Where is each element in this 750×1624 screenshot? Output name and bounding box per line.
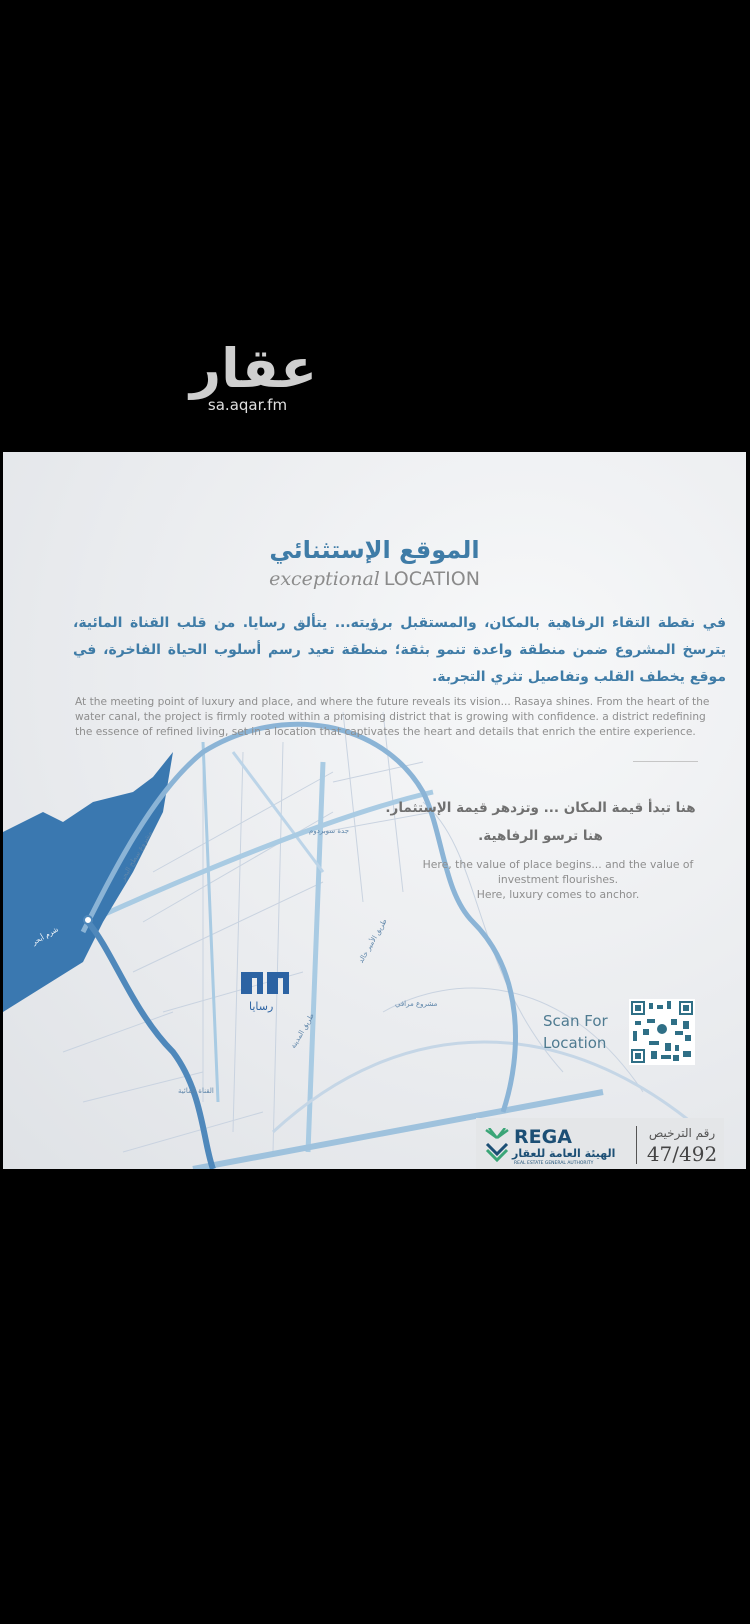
license-label: رقم الترخيص	[648, 1126, 716, 1140]
street-grid	[63, 712, 643, 1152]
tagline-ar-1: هنا تبدأ قيمة المكان ... وتزدهر قيمة الإستثمار.	[385, 800, 696, 816]
title-script: exceptional	[269, 568, 380, 590]
map-label-marafi: مشروع مرافي	[395, 1000, 438, 1008]
description-arabic: في نقطة التقاء الرفاهية بالمكان، والمستقبل برؤيته... يتألق رسايا. من قلب القناة المائية، يترسخ المشروع ضمن منطقة واعدة تنمو بثقة؛ منطقة تعيد رسم أسلوب الحياة الفاخرة، في موقع يخطف القلب وتفاصيل تثري التجربة.	[73, 615, 726, 685]
ad-image	[3, 452, 746, 1169]
qr-code[interactable]	[629, 999, 695, 1065]
rega-logo-icon	[484, 1128, 510, 1162]
watermark	[190, 337, 318, 414]
sea	[3, 752, 173, 1012]
map-label-superdome: جدة سوبردوم	[309, 827, 350, 835]
rega-wordmark: REGA	[514, 1126, 572, 1148]
map-label-canal: القناة المائية	[178, 1087, 214, 1095]
divider	[633, 761, 698, 762]
map-label-sharm: شرم أبحر	[30, 925, 60, 947]
scan-line-1: Scan For	[543, 1012, 608, 1030]
title-english	[3, 568, 746, 590]
rega-name-arabic: الهيئة العامة للعقار	[512, 1147, 616, 1160]
project-logo-text: رسايا	[249, 1000, 274, 1013]
tagline-en-2: Here, luxury comes to anchor.	[476, 888, 640, 901]
scan-line-2: Location	[543, 1034, 607, 1052]
license-number: 47/492	[646, 1142, 718, 1166]
title-location: LOCATION	[383, 568, 480, 590]
watermark-logo: عقار	[190, 337, 318, 400]
watermark-url: sa.aqar.fm	[207, 396, 288, 414]
map-label-prince-road: طريق الأمير خالد	[356, 917, 389, 965]
qr-code-icon	[631, 1001, 693, 1063]
rega-name-english: REAL ESTATE GENERAL AUTHORITY	[514, 1161, 594, 1166]
map-label-madinah-road: طريق المدينة	[289, 1012, 316, 1050]
tagline-arabic	[383, 794, 698, 850]
title-arabic: الموقع الإستثنائي	[269, 536, 480, 564]
description-english: At the meeting point of luxury and place, and where the future reveals its vision... Rasaya shines. From the heart of the water canal, the project is firmly rooted within a promising district that is growing with confidence. a district redefining the essence of refined living, set in a location that captivates the heart and details that enrich the entire experience.	[75, 696, 710, 738]
map-label-project-road: مشروع سطح البحر	[118, 829, 154, 883]
rega-separator	[636, 1126, 637, 1164]
rega-license-badge	[476, 1118, 724, 1169]
tagline-ar-2: هنا ترسو الرفاهية.	[478, 828, 603, 844]
scan-label	[543, 1010, 608, 1054]
tagline-en-1: Here, the value of place begins... and the value of investment flourishes.	[422, 858, 694, 886]
tagline-english	[413, 857, 703, 902]
